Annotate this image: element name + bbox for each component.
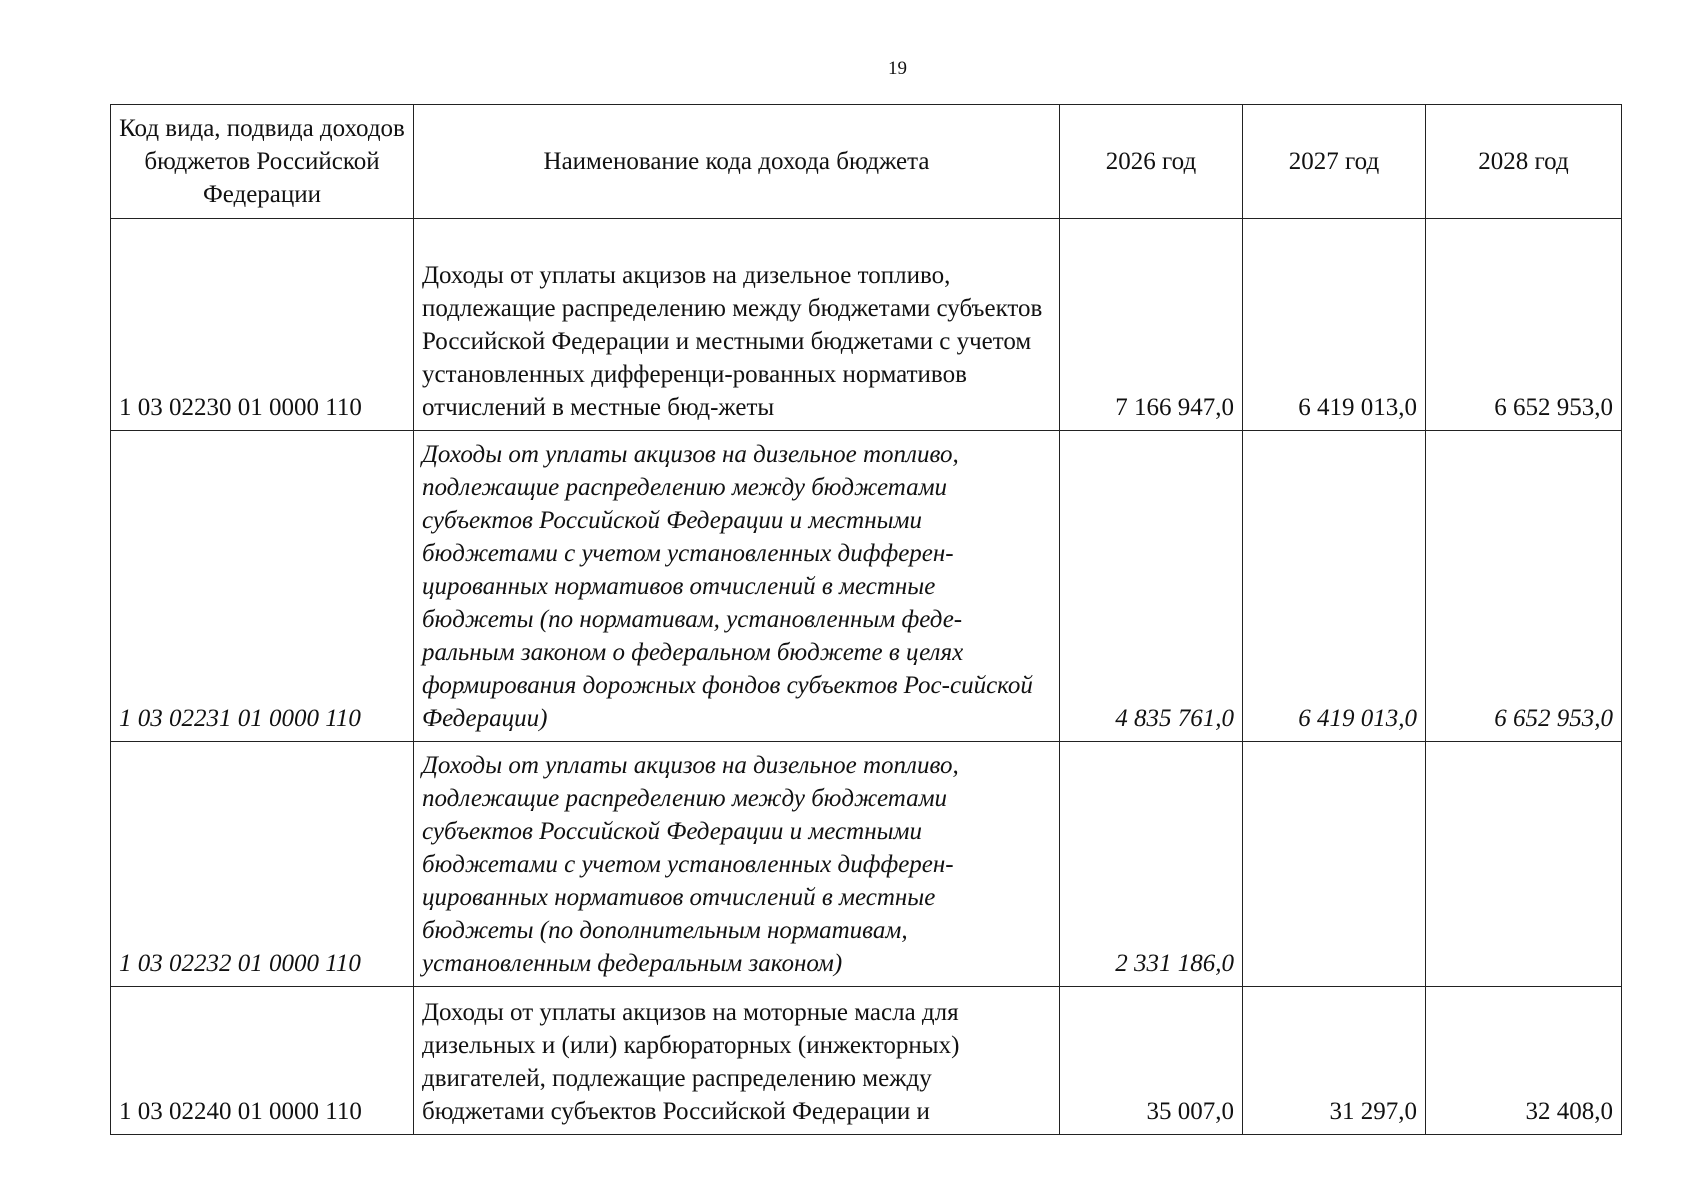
- row-value-2026: 35 007,0: [1060, 987, 1243, 1135]
- table-row: [111, 219, 1622, 431]
- header-2026: 2026 год: [1060, 105, 1243, 219]
- budget-income-table: [110, 104, 1622, 1135]
- row-value-2028: 32 408,0: [1426, 987, 1622, 1135]
- row-value-2026: 7 166 947,0: [1060, 219, 1243, 431]
- row-name: [414, 987, 1060, 1135]
- header-name: Наименование кода дохода бюджета: [414, 105, 1060, 219]
- header-code: Код вида, подвида доходов бюджетов Российской Федерации: [111, 105, 414, 219]
- row-name-text: Доходы от уплаты акцизов на дизельное топливо, подлежащие распределению между бюджетами субъектов Российской Федерации и местными бюджетами с учетом установленных дифферен-цированных нормативов отчислений в местные бюджеты (по дополнительным нормативам, установленным федеральным законом): [422, 752, 959, 977]
- row-name: [414, 742, 1060, 987]
- row-value-2027: 6 419 013,0: [1243, 219, 1426, 431]
- row-value-2028: [1426, 742, 1622, 987]
- row-value-2026: 2 331 186,0: [1060, 742, 1243, 987]
- row-value-2027: 6 419 013,0: [1243, 431, 1426, 742]
- row-name: [414, 219, 1060, 431]
- row-value-2026: 4 835 761,0: [1060, 431, 1243, 742]
- row-value-2027: 31 297,0: [1243, 987, 1426, 1135]
- row-code: 1 03 02230 01 0000 110: [111, 219, 414, 431]
- row-code: 1 03 02232 01 0000 110: [111, 742, 414, 987]
- table-header-row: [111, 105, 1622, 219]
- row-code: 1 03 02240 01 0000 110: [111, 987, 414, 1135]
- table-row: [111, 742, 1622, 987]
- row-name-text: Доходы от уплаты акцизов на дизельное топливо, подлежащие распределению между бюджетами субъектов Российской Федерации и местными бюджетами с учетом установленных дифференци-рованных нормативов отчислений в местные бюд-жеты: [422, 262, 1043, 421]
- row-name-text: Доходы от уплаты акцизов на дизельное топливо, подлежащие распределению между бюджетами субъектов Российской Федерации и местными бюджетами с учетом установленных дифферен-цированных нормативов отчислений в местные бюджеты (по нормативам, установленным феде-ральным законом о федеральном бюджете в целях формирования дорожных фондов субъектов Рос-сийской Федерации): [422, 441, 1033, 732]
- row-value-2028: 6 652 953,0: [1426, 431, 1622, 742]
- row-name-text: Доходы от уплаты акцизов на моторные масла для дизельных и (или) карбюраторных (инжекторных) двигателей, подлежащие распределению между бюджетами субъектов Российской Федерации и: [422, 999, 960, 1125]
- header-2027: 2027 год: [1243, 105, 1426, 219]
- table-row: [111, 987, 1622, 1135]
- row-name: [414, 431, 1060, 742]
- table-row: [111, 431, 1622, 742]
- row-code: 1 03 02231 01 0000 110: [111, 431, 414, 742]
- page-number: 19: [888, 58, 907, 79]
- row-value-2027: [1243, 742, 1426, 987]
- row-value-2028: 6 652 953,0: [1426, 219, 1622, 431]
- header-2028: 2028 год: [1426, 105, 1622, 219]
